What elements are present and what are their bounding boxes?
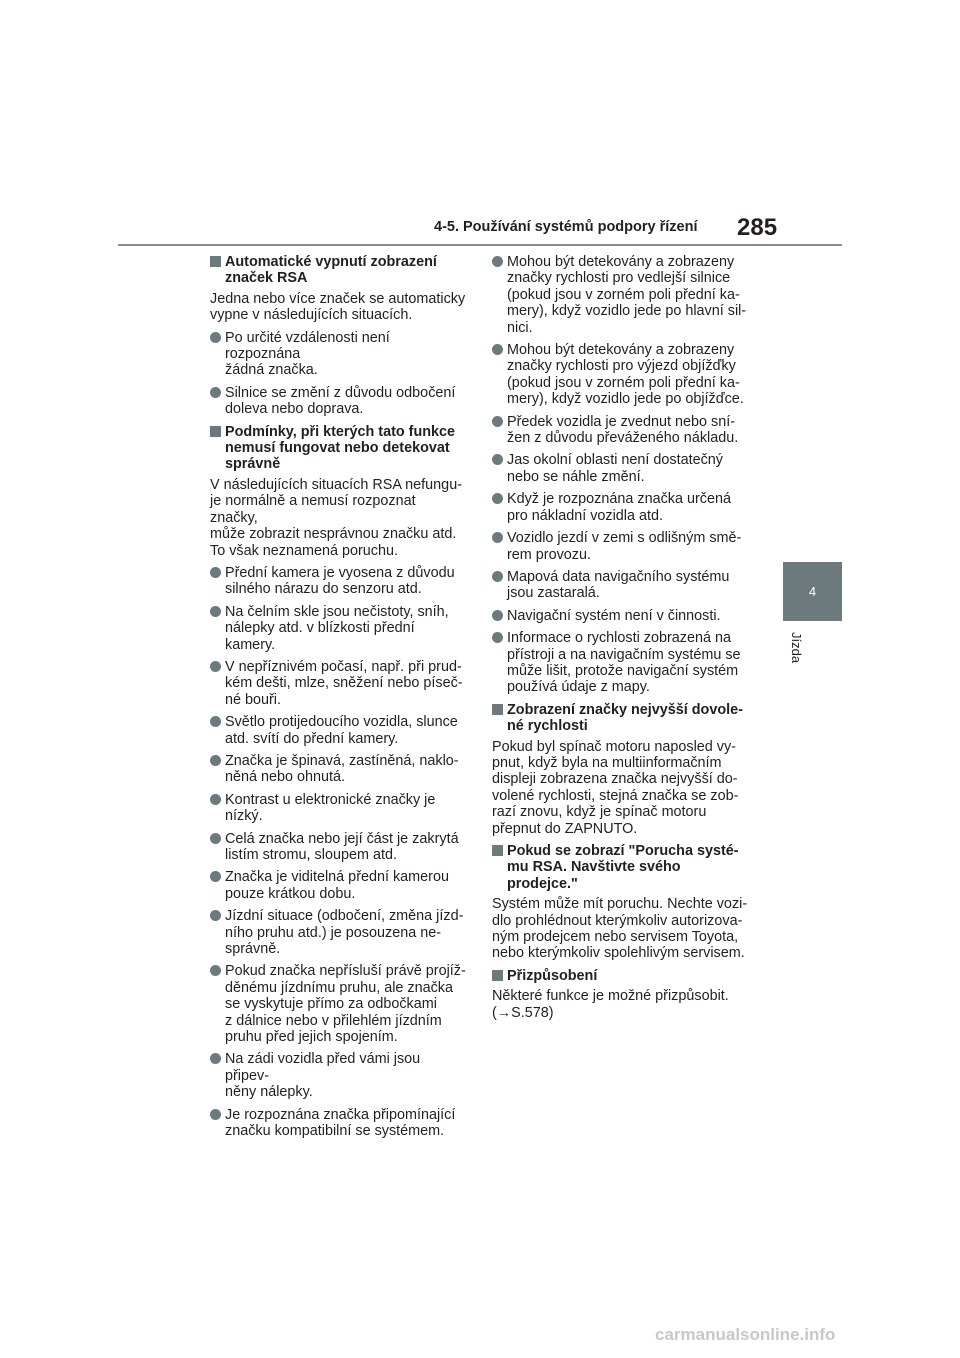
- circle-bullet-icon: [210, 387, 221, 398]
- chapter-tab: [783, 562, 842, 621]
- list-item: [210, 792, 466, 825]
- text-line: rem provozu.: [507, 546, 591, 563]
- text-line: Mapová data navigačního systému: [507, 568, 730, 585]
- text-line: listím stromu, sloupem atd.: [225, 847, 397, 863]
- text-line: pruhu před jejich spojením.: [225, 1029, 398, 1046]
- text-line: Značka je špinavá, zastíněná, naklo-: [225, 752, 459, 769]
- text-line: Mohou být detekovány a zobrazeny: [507, 254, 735, 270]
- text-line: Mohou být detekovány a zobrazeny: [507, 342, 735, 359]
- text-line: značek RSA: [225, 270, 308, 287]
- circle-bullet-icon: [492, 632, 503, 643]
- text-line: děnému jízdnímu pruhu, ale značka: [225, 979, 453, 996]
- square-bullet-icon: [210, 426, 221, 437]
- list-item: [492, 491, 748, 524]
- list-item: [210, 1107, 466, 1140]
- text-line: mu RSA. Navštivte svého prodejce.": [507, 859, 681, 892]
- text-line: něny nálepky.: [225, 1084, 313, 1101]
- text-line: žen z důvodu převáženého nákladu.: [507, 430, 739, 447]
- text-line: Silnice se změní z důvodu odbočení: [225, 384, 456, 401]
- text-line: (pokud jsou v zorném poli přední ka-: [507, 286, 740, 303]
- text-line: Na čelním skle jsou nečistoty, sníh,: [225, 603, 449, 620]
- text-line: jsou zastaralá.: [507, 585, 600, 602]
- text-line: (→S.578): [492, 1004, 554, 1021]
- text-line: nemusí fungovat nebo detekovat: [225, 440, 450, 457]
- circle-bullet-icon: [210, 332, 221, 343]
- text-line: Jízdní situace (odbočení, změna jízd-: [225, 908, 464, 925]
- list-item: [210, 604, 466, 653]
- list-item: [492, 569, 748, 602]
- list-item: [210, 831, 466, 864]
- square-bullet-icon: [210, 256, 221, 267]
- text-line: z dálnice nebo v přilehlém jízdním: [225, 1012, 442, 1029]
- list-item: [210, 753, 466, 786]
- text-line: Když je rozpoznána značka určená: [507, 491, 731, 508]
- page-number: 285: [737, 214, 778, 241]
- circle-bullet-icon: [492, 571, 503, 582]
- circle-bullet-icon: [210, 606, 221, 617]
- text-line: Některé funkce je možné přizpůsobit.: [492, 988, 729, 1005]
- list-item: [492, 414, 748, 447]
- circle-bullet-icon: [210, 661, 221, 672]
- text-line: Jas okolní oblasti není dostatečný: [507, 452, 723, 469]
- text-line: kém dešti, mlze, sněžení nebo píseč-: [225, 675, 463, 692]
- text-line: ným prodejcem nebo servisem Toyota,: [492, 929, 739, 946]
- circle-bullet-icon: [210, 794, 221, 805]
- text-line: Přizpůsobení: [507, 967, 598, 984]
- paragraph: [492, 988, 748, 1021]
- text-line: značky rychlosti pro vedlejší silnice: [507, 270, 731, 287]
- text-line: nálepky atd. v blízkosti přední kamery.: [225, 620, 415, 653]
- text-line: Vozidlo jezdí v zemi s odlišným smě-: [507, 530, 742, 547]
- text-line: Světlo protijedoucího vozidla, slunce: [225, 714, 458, 731]
- text-line: mery), když vozidlo jede po hlavní sil-: [507, 303, 747, 320]
- square-bullet-icon: [492, 704, 503, 715]
- text-line: mery), když vozidlo jede po objížďce.: [507, 391, 744, 408]
- paragraph: [210, 291, 466, 324]
- text-line: přepnut do ZAPNUTO.: [492, 820, 638, 837]
- text-line: dlo prohlédnout kterýmkoliv autorizova-: [492, 912, 743, 929]
- text-line: To však neznamená poruchu.: [210, 542, 398, 559]
- text-line: displeji zobrazena značka nejvyšší do-: [492, 771, 738, 788]
- text-line: ního pruhu atd.) je posouzena ne-: [225, 924, 442, 941]
- circle-bullet-icon: [210, 1053, 221, 1064]
- chapter-name: Jízda: [789, 632, 804, 664]
- text-line: značku kompatibilní se systémem.: [225, 1123, 445, 1140]
- text-line: Přední kamera je vyosena z důvodu: [225, 564, 455, 581]
- text-line: (pokud jsou v zorném poli přední ka-: [507, 374, 740, 391]
- text-line: pnut, když byla na multiinformačním: [492, 754, 722, 771]
- text-line: V nepříznivém počasí, např. při prud-: [225, 658, 462, 675]
- text-line: Podmínky, při kterých tato funkce: [225, 423, 456, 440]
- text-line: správně.: [225, 941, 281, 958]
- text-line: Kontrast u elektronické značky je nízký.: [225, 791, 436, 825]
- paragraph: [492, 896, 748, 962]
- text-line: razí znovu, když je spínač motoru: [492, 804, 707, 821]
- text-line: Na zádi vozidla před vámi jsou připev-: [225, 1051, 421, 1084]
- section-heading: [492, 968, 748, 984]
- left-column: [210, 254, 466, 1146]
- text-line: přístroji a na navigačním systému se: [507, 646, 741, 663]
- text-line: pro nákladní vozidla atd.: [507, 507, 663, 524]
- text-line: se vyskytuje přímo za odbočkami: [225, 996, 437, 1013]
- list-item: [492, 608, 748, 624]
- circle-bullet-icon: [492, 493, 503, 504]
- text-line: je normálně a nemusí rozpoznat značky,: [210, 493, 416, 526]
- circle-bullet-icon: [492, 610, 503, 621]
- section-heading: [492, 702, 748, 735]
- text-line: Pokud byl spínač motoru naposled vy-: [492, 738, 736, 755]
- text-line: Automatické vypnutí zobrazení: [225, 254, 437, 270]
- list-item: [210, 385, 466, 418]
- text-line: Značka je viditelná přední kamerou: [225, 869, 449, 886]
- list-item: [210, 869, 466, 902]
- text-line: používá údaje z mapy.: [507, 679, 650, 696]
- text-line: Zobrazení značky nejvyšší dovole-: [507, 701, 743, 718]
- text-line: může lišit, protože navigační systém: [507, 662, 739, 679]
- list-item: [492, 530, 748, 563]
- list-item: [492, 452, 748, 485]
- circle-bullet-icon: [492, 532, 503, 543]
- text-line: něná nebo ohnutá.: [225, 769, 346, 786]
- text-line: Jedna nebo více značek se automaticky: [210, 290, 466, 307]
- circle-bullet-icon: [210, 567, 221, 578]
- paragraph: [210, 477, 466, 559]
- text-line: značky rychlosti pro výjezd objížďky: [507, 358, 736, 375]
- text-line: doleva nebo doprava.: [225, 401, 364, 418]
- text-line: Celá značka nebo její část je zakrytá: [225, 830, 459, 847]
- section-heading: [210, 424, 466, 473]
- circle-bullet-icon: [210, 965, 221, 976]
- text-line: Systém může mít poruchu. Nechte vozi-: [492, 896, 748, 913]
- list-item: [492, 342, 748, 408]
- text-line: V následujících situacích RSA nefungu-: [210, 476, 462, 493]
- square-bullet-icon: [492, 845, 503, 856]
- circle-bullet-icon: [492, 416, 503, 427]
- text-line: žádná značka.: [225, 362, 318, 379]
- section-heading: [492, 843, 748, 892]
- text-line: né bouři.: [225, 691, 282, 708]
- text-line: Je rozpoznána značka připomínající: [225, 1106, 456, 1123]
- text-line: nebo se náhle změní.: [507, 468, 645, 485]
- text-line: volené rychlosti, stejná značka se zob-: [492, 787, 739, 804]
- text-line: Předek vozidla je zvednut nebo sní-: [507, 413, 735, 430]
- circle-bullet-icon: [210, 833, 221, 844]
- circle-bullet-icon: [492, 454, 503, 465]
- text-line: vypne v následujících situacích.: [210, 307, 413, 324]
- text-line: Pokud značka nepřísluší právě projíž-: [225, 963, 466, 980]
- list-item: [210, 1051, 466, 1100]
- text-line: Informace o rychlosti zobrazená na: [507, 630, 731, 647]
- circle-bullet-icon: [210, 871, 221, 882]
- text-line: nebo kterýmkoliv spolehlivým servisem.: [492, 945, 745, 962]
- text-line: Navigační systém není v činnosti.: [507, 607, 721, 624]
- circle-bullet-icon: [210, 910, 221, 921]
- text-line: nici.: [507, 319, 533, 336]
- text-line: silného nárazu do senzoru atd.: [225, 581, 422, 598]
- text-line: může zobrazit nesprávnou značku atd.: [210, 526, 457, 543]
- chapter-number: 4: [808, 584, 817, 599]
- text-line: Pokud se zobrazí "Porucha systé-: [507, 843, 739, 859]
- right-column: [492, 254, 748, 1027]
- header-divider: [118, 244, 842, 246]
- list-item: [210, 714, 466, 747]
- circle-bullet-icon: [492, 256, 503, 267]
- list-item: [210, 908, 466, 957]
- text-line: atd. svítí do přední kamery.: [225, 730, 399, 747]
- square-bullet-icon: [492, 970, 503, 981]
- circle-bullet-icon: [210, 716, 221, 727]
- list-item: [492, 630, 748, 696]
- section-title: 4-5. Používání systémů podpory řízení: [434, 219, 698, 235]
- list-item: [492, 254, 748, 336]
- list-item: [210, 330, 466, 379]
- text-line: Po určité vzdálenosti není rozpoznána: [225, 329, 390, 363]
- footer-watermark: carmanualsonline.info: [655, 1325, 836, 1344]
- circle-bullet-icon: [210, 755, 221, 766]
- list-item: [210, 659, 466, 708]
- list-item: [210, 963, 466, 1045]
- section-heading: [210, 254, 466, 287]
- text-line: pouze krátkou dobu.: [225, 885, 356, 902]
- text-line: né rychlosti: [507, 718, 588, 735]
- list-item: [210, 565, 466, 598]
- paragraph: [492, 739, 748, 837]
- circle-bullet-icon: [210, 1109, 221, 1120]
- circle-bullet-icon: [492, 344, 503, 355]
- text-line: správně: [225, 456, 281, 473]
